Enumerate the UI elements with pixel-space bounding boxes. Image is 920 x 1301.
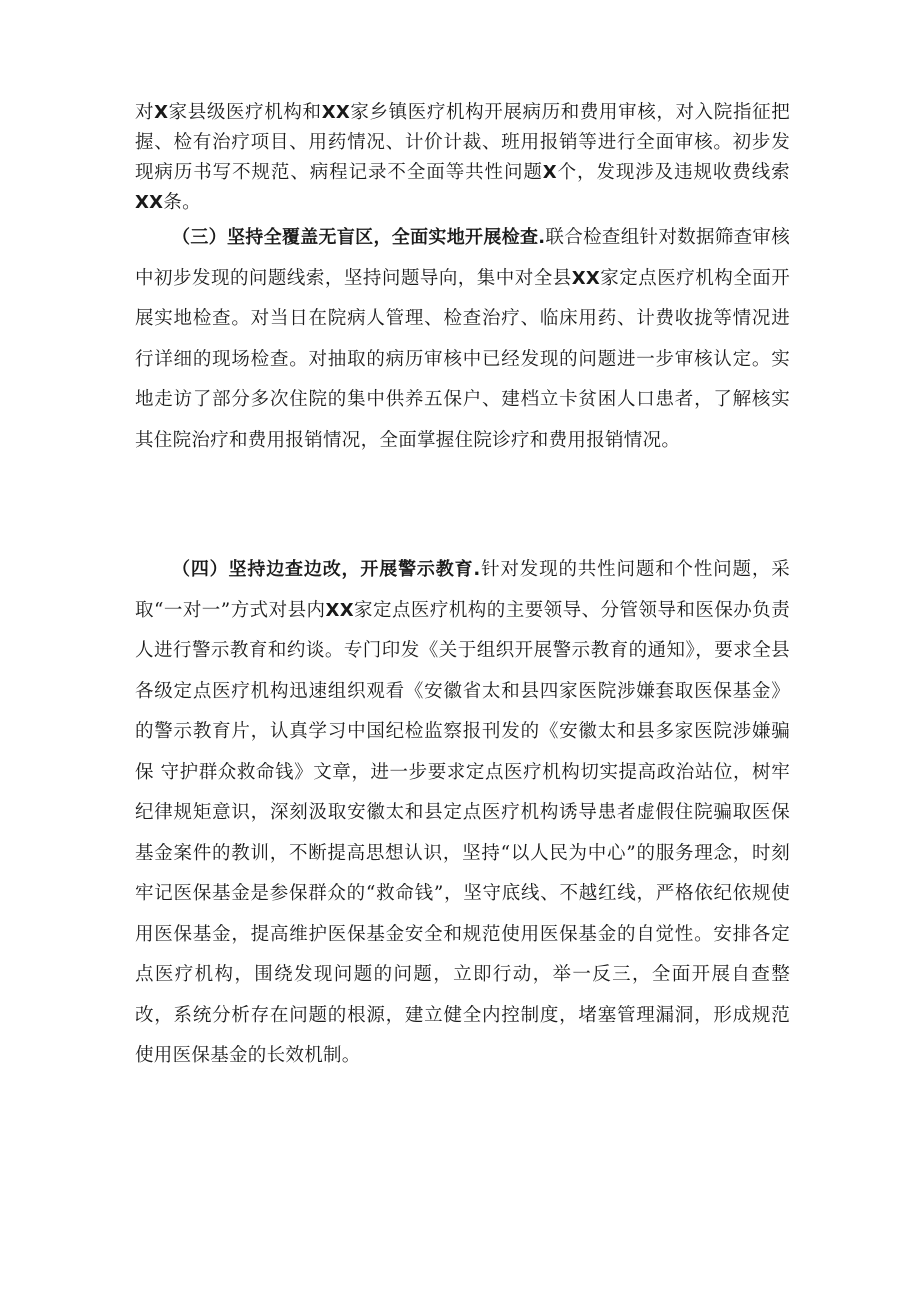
placeholder-count: XX <box>571 267 601 289</box>
text: 对 <box>135 102 155 123</box>
text: 家乡镇医疗机构开展病历和费用审核，对入院指征把握、检有治疗项目、用药情况、计价计裁、班用报销等进行全面审核。初步发现病历书写不规范、病程记录不全面等共性问题 <box>135 102 790 183</box>
placeholder-count: XX <box>321 102 351 123</box>
text: 家县级医疗机构和 <box>168 102 322 123</box>
placeholder-count: X <box>154 102 169 123</box>
section-heading: （四）坚持边查边改，开展警示教育. <box>172 559 481 580</box>
section-heading: （三）坚持全覆盖无盲区，全面实地开展检查. <box>172 227 546 248</box>
paragraph-onsite-inspection <box>135 218 790 461</box>
placeholder-count: XX <box>325 599 354 621</box>
paragraph-review <box>135 98 790 218</box>
text: 条。 <box>163 192 201 213</box>
text: 个，发现涉及违规收费线索 <box>556 162 790 183</box>
placeholder-count: X <box>542 162 557 183</box>
paragraph-warning-education <box>135 550 790 1077</box>
text: 针对发现的共性问题和个性问题，采取“一对一”方式对县内 <box>135 559 790 621</box>
text: 家定点医疗机构的主要领导、分管领导和医保办负责人进行警示教育和约谈。专门印发《关于组织开展警示教育的通知》，要求全县各级定点医疗机构迅速组织观看《安徽省太和县四家医院涉嫌套取医保基金》的警示教育片，认真学习中国纪检监察报刊发的《安徽太和县多家医院涉嫌骗保 守护群众救命钱》文章，进一步要求定点医疗机构切实提高政治站位，树牢纪律规矩意识，深刻汲取安徽太和县定点医疗机构诱导患者虚假住院骗取医保基金案件的教训，不断提高思想认识，坚持“以人民为中心”的服务理念，时刻牢记医保基金是参保群众的“救命钱”，坚守底线、不越红线，严格依纪依规使用医保基金，提高维护医保基金安全和规范使用医保基金的自觉性。安排各定点医疗机构，围绕发现问题的问题，立即行动，举一反三，全面开展自查整改，系统分析存在问题的根源，建立健全内控制度，堵塞管理漏洞，形成规范使用医保基金的长效机制。 <box>135 599 791 1066</box>
placeholder-count: XX <box>135 192 164 213</box>
text: 家定点医疗机构全面开展实地检查。对当日在院病人管理、检查治疗、临床用药、计费收拢等情况进行详细的现场检查。对抽取的病历审核中已经发现的问题进一步审核认定。实地走访了部分多次住院的集中供养五保户、建档立卡贫困人口患者，了解核实其住院治疗和费用报销情况，全面掌握住院诊疗和费用报销情况。 <box>135 267 790 451</box>
text: 联合检查组针对数据筛查审核中初步发现的问题线索，坚持问题导向，集中对全县 <box>135 227 791 289</box>
